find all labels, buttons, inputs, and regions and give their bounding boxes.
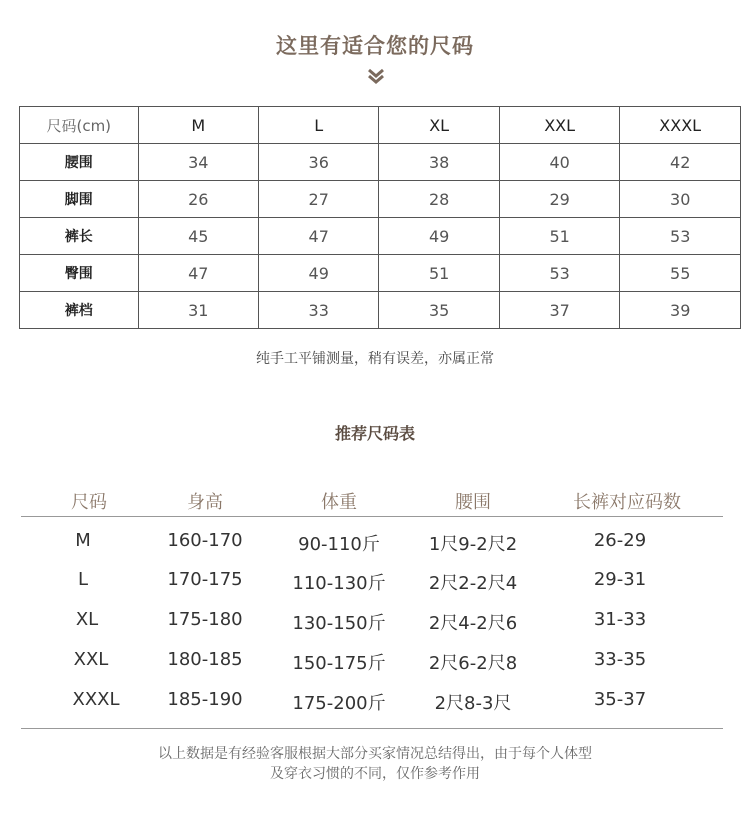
recommend-cell: 2尺2-2尺4: [428, 573, 518, 594]
size-col-header: XL: [379, 107, 499, 144]
double-chevron-down-icon: [367, 68, 385, 84]
recommend-col-header: 长裤对应码数: [573, 492, 681, 513]
recommend-cell: 2尺8-3尺: [434, 693, 512, 714]
recommend-cell: 1尺9-2尺2: [428, 534, 518, 555]
recommend-cell: 2尺6-2尺8: [428, 653, 518, 674]
page-title: 这里有适合您的尺码: [276, 34, 474, 58]
disclaimer-line: 以上数据是有经验客服根据大部分买家情况总结得出，由于每个人体型: [158, 746, 592, 762]
table-cell: 51: [379, 255, 499, 292]
table-row: [21, 649, 723, 673]
table-row: [21, 609, 723, 633]
recommend-cell: XXXL: [72, 689, 120, 710]
recommend-cell: 35-37: [593, 689, 647, 710]
table-cell: 31: [138, 292, 258, 329]
recommend-cell: 160-170: [167, 530, 243, 551]
table-row: [20, 181, 741, 218]
recommend-header: [21, 488, 723, 516]
row-label: 裤档: [20, 292, 139, 329]
table-cell: 27: [258, 181, 378, 218]
row-label: 脚围: [20, 181, 139, 218]
recommend-title: 推荐尺码表: [334, 424, 415, 443]
size-table: [19, 106, 741, 329]
divider: [21, 516, 723, 517]
recommend-col-header: 体重: [321, 492, 357, 513]
table-row: [21, 569, 723, 593]
recommend-cell: 31-33: [593, 609, 647, 630]
recommend-cell: XXL: [73, 649, 109, 670]
recommend-cell: 29-31: [593, 569, 647, 590]
table-cell: 53: [620, 218, 741, 255]
table-cell: 36: [258, 144, 378, 181]
table-row: [20, 255, 741, 292]
size-col-header: XXXL: [620, 107, 741, 144]
recommend-cell: L: [77, 569, 89, 590]
table-cell: 49: [258, 255, 378, 292]
table-cell: 55: [620, 255, 741, 292]
size-table-corner: 尺码(cm): [20, 107, 139, 144]
table-cell: 47: [258, 218, 378, 255]
recommend-cell: XL: [75, 609, 99, 630]
table-cell: 45: [138, 218, 258, 255]
table-cell: 33: [258, 292, 378, 329]
divider: [21, 728, 723, 729]
table-cell: 51: [499, 218, 620, 255]
recommend-cell: M: [75, 530, 91, 551]
table-row: [20, 144, 741, 181]
recommend-col-header: 身高: [187, 492, 223, 513]
recommend-cell: 175-180: [167, 609, 243, 630]
row-label: 腰围: [20, 144, 139, 181]
table-cell: 42: [620, 144, 741, 181]
table-cell: 47: [138, 255, 258, 292]
table-cell: 37: [499, 292, 620, 329]
recommend-cell: 110-130斤: [292, 573, 386, 594]
disclaimer-note: [0, 744, 750, 784]
recommend-cell: 33-35: [593, 649, 647, 670]
table-cell: 28: [379, 181, 499, 218]
size-table-header: [20, 107, 741, 144]
recommend-cell: 180-185: [167, 649, 243, 670]
recommend-cell: 90-110斤: [298, 534, 380, 555]
table-cell: 39: [620, 292, 741, 329]
table-cell: 29: [499, 181, 620, 218]
table-cell: 26: [138, 181, 258, 218]
size-col-header: XXL: [499, 107, 620, 144]
recommend-cell: 175-200斤: [292, 693, 386, 714]
recommend-cell: 170-175: [167, 569, 243, 590]
table-cell: 35: [379, 292, 499, 329]
table-cell: 49: [379, 218, 499, 255]
table-cell: 30: [620, 181, 741, 218]
recommend-col-header: 腰围: [455, 492, 491, 513]
table-row: [21, 689, 723, 713]
table-cell: 40: [499, 144, 620, 181]
table-row: [20, 292, 741, 329]
measurement-note: 纯手工平铺测量，稍有误差，亦属正常: [256, 351, 494, 367]
recommend-cell: 130-150斤: [292, 613, 386, 634]
recommend-cell: 185-190: [167, 689, 243, 710]
recommend-col-header: 尺码: [71, 492, 107, 513]
size-col-header: L: [258, 107, 378, 144]
recommend-cell: 26-29: [593, 530, 647, 551]
table-cell: 53: [499, 255, 620, 292]
recommend-cell: 2尺4-2尺6: [428, 613, 518, 634]
row-label: 臀围: [20, 255, 139, 292]
size-col-header: M: [138, 107, 258, 144]
recommend-cell: 150-175斤: [292, 653, 386, 674]
table-cell: 38: [379, 144, 499, 181]
table-row: [21, 530, 723, 554]
row-label: 裤长: [20, 218, 139, 255]
table-cell: 34: [138, 144, 258, 181]
disclaimer-line: 及穿衣习惯的不同，仅作参考作用: [270, 766, 480, 782]
table-row: [20, 218, 741, 255]
